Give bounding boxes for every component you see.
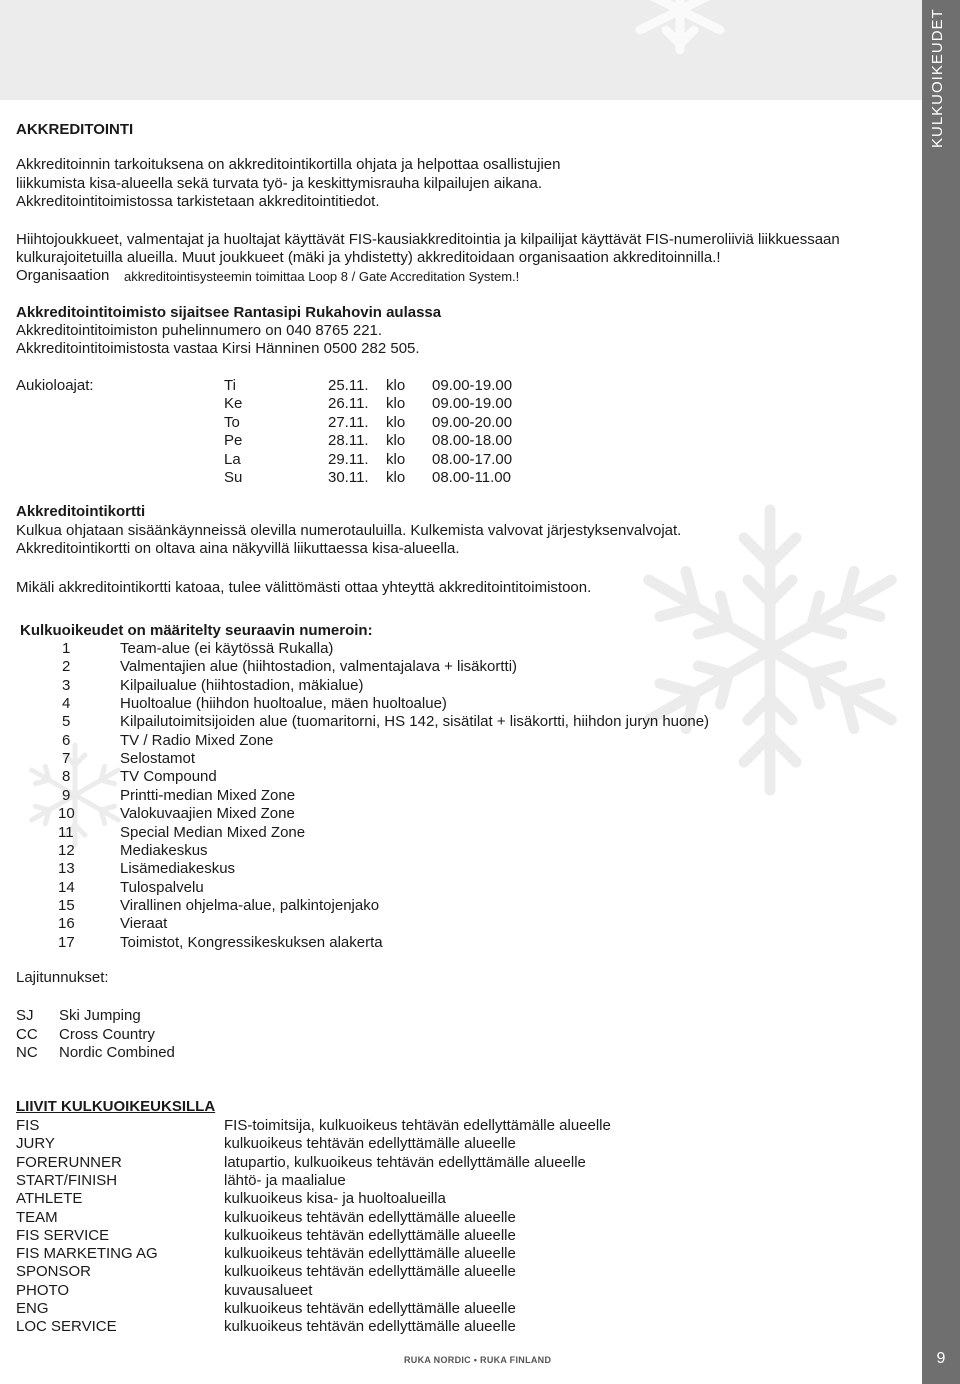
office-title: Akkreditointitoimisto sijaitsee Rantasipi Rukahovin aulassa	[16, 304, 442, 321]
pass-code: START/FINISH	[16, 1171, 118, 1189]
page-number: 9	[936, 1350, 946, 1367]
snowflake-large-icon	[620, 500, 920, 800]
sidebar-band	[922, 0, 960, 1384]
zone-number: 8	[62, 768, 71, 786]
snowflake-small-icon	[20, 740, 130, 850]
zone-description: Valmentajien alue (hiihtostadion, valmentajalava + lisäkortti)	[120, 658, 518, 676]
sport-name: Cross Country	[59, 1025, 155, 1043]
hours-klo: klo	[386, 395, 406, 413]
zone-description: Special Median Mixed Zone	[120, 823, 306, 841]
zone-number: 12	[58, 841, 75, 859]
hours-date: 28.11.	[328, 432, 369, 450]
hours-klo: klo	[386, 413, 406, 431]
hours-label: Aukioloajat:	[16, 377, 94, 394]
hours-klo: klo	[386, 432, 406, 450]
hours-time: 09.00-19.00	[432, 377, 513, 394]
zone-number: 6	[62, 731, 71, 749]
hours-date: 27.11.	[328, 413, 369, 431]
hours-time: 08.00-18.00	[432, 432, 513, 450]
pass-description: FIS-toimitsija, kulkuoikeus tehtävän edellyttämälle alueelle	[224, 1117, 611, 1134]
teams-line: kulkurajoitetuilla alueilla. Muut joukkueet (mäki ja yhdistetty) akkreditoidaan organisaation akkreditoinnilla.!	[16, 249, 721, 266]
office-contact: Akkreditointitoimistosta vastaa Kirsi Hänninen 0500 282 505.	[16, 340, 420, 357]
zone-number: 4	[62, 695, 71, 713]
hours-time: 08.00-17.00	[432, 450, 513, 468]
pass-code: FIS	[16, 1117, 40, 1134]
pass-code: LOC SERVICE	[16, 1318, 117, 1336]
pass-code: JURY	[16, 1135, 55, 1153]
zone-description: TV Compound	[120, 768, 217, 786]
teams-line: Hiihtojoukkueet, valmentajat ja huoltajat käyttävät FIS-kausiakkreditointia ja kilpailijat käyttävät FIS-numeroliiviä liikkuessaan	[16, 231, 840, 248]
hours-date: 30.11.	[328, 469, 369, 486]
zone-description: Huoltoalue (hiihdon huoltoalue, mäen huoltoalue)	[120, 695, 447, 713]
pass-code: SPONSOR	[16, 1263, 92, 1281]
zone-number: 5	[62, 713, 71, 731]
pass-description: kulkuoikeus tehtävän edellyttämälle alueelle	[224, 1263, 516, 1281]
pass-description: kulkuoikeus tehtävän edellyttämälle alueelle	[224, 1318, 516, 1336]
hours-date: 25.11.	[328, 377, 369, 394]
sports-label: Lajitunnukset:	[16, 969, 109, 986]
hours-time: 09.00-19.00	[432, 395, 513, 413]
hours-date: 29.11.	[328, 450, 369, 468]
zone-description: Valokuvaajien Mixed Zone	[120, 805, 295, 823]
hours-klo: klo	[386, 377, 406, 394]
pass-description: latupartio, kulkuoikeus tehtävän edellyttämälle alueelle	[224, 1153, 586, 1171]
zone-description: Tulospalvelu	[120, 878, 204, 896]
pass-description: kulkuoikeus tehtävän edellyttämälle alueelle	[224, 1226, 516, 1244]
org-line-prefix: Organisaation	[16, 267, 110, 284]
hours-day: La	[224, 450, 241, 468]
zone-description: Printti-median Mixed Zone	[120, 786, 296, 804]
pass-description: kulkuoikeus tehtävän edellyttämälle alueelle	[224, 1245, 516, 1263]
zone-number: 17	[58, 933, 75, 951]
pass-description: kulkuoikeus tehtävän edellyttämälle alueelle	[224, 1300, 516, 1317]
office-phone: Akkreditointitoimiston puhelinnumero on 040 8765 221.	[16, 322, 383, 339]
zone-number: 2	[62, 658, 71, 676]
footer-brand: RUKA NORDIC • RUKA FINLAND	[404, 1355, 552, 1365]
zone-number: 16	[58, 915, 75, 933]
sport-code: SJ	[16, 1007, 34, 1024]
hours-klo: klo	[386, 469, 406, 486]
hours-day: Ke	[224, 395, 243, 413]
pass-code: ENG	[16, 1300, 49, 1317]
zone-number: 11	[58, 823, 74, 841]
hours-day: To	[224, 413, 240, 431]
zone-description: Vieraat	[120, 915, 168, 933]
sidebar-label: KULKUOIKEUDET	[929, 8, 946, 148]
pass-code: TEAM	[16, 1208, 58, 1226]
pass-code: PHOTO	[16, 1281, 70, 1299]
zone-description: Lisämediakeskus	[120, 860, 236, 878]
pass-description: kuvausalueet	[224, 1281, 313, 1299]
hours-time: 08.00-11.00	[432, 469, 511, 486]
pass-description: kulkuoikeus tehtävän edellyttämälle alueelle	[224, 1208, 516, 1226]
hours-day: Ti	[224, 377, 236, 394]
hours-klo: klo	[386, 450, 406, 468]
zone-description: TV / Radio Mixed Zone	[120, 731, 274, 749]
snowflake-top-icon	[600, 0, 760, 60]
zone-number: 14	[58, 878, 75, 896]
card-lost-notice: Mikäli akkreditointikortti katoaa, tulee välittömästi ottaa yhteyttä akkreditointitoimistoon.	[16, 579, 592, 596]
pass-code: FORERUNNER	[16, 1153, 122, 1171]
pass-description: lähtö- ja maalialue	[224, 1171, 346, 1189]
org-line-rest: akkreditointisysteemin toimittaa Loop 8 / Gate Accreditation System.!	[124, 269, 520, 284]
zone-number: 10	[58, 805, 75, 823]
header-band	[0, 0, 922, 100]
zone-description: Team-alue (ei käytössä Rukalla)	[120, 640, 334, 657]
hours-time: 09.00-20.00	[432, 413, 513, 431]
card-line: Akkreditointikortti on oltava aina näkyvillä liikuttaessa kisa-alueella.	[16, 540, 460, 557]
pass-code: FIS SERVICE	[16, 1226, 110, 1244]
zone-description: Selostamot	[120, 750, 196, 768]
hours-date: 26.11.	[328, 395, 369, 413]
sport-code: CC	[16, 1025, 38, 1043]
zone-number: 3	[62, 676, 71, 694]
zone-number: 9	[62, 786, 71, 804]
zone-description: Virallinen ohjelma-alue, palkintojenjako	[120, 896, 380, 914]
card-title: Akkreditointikortti	[16, 503, 146, 520]
sport-name: Ski Jumping	[59, 1007, 141, 1024]
card-line: Kulkua ohjataan sisäänkäynneissä olevilla numerotauluilla. Kulkemista valvovat järjestyksenvalvojat.	[16, 522, 682, 539]
intro-line: Akkreditoinnin tarkoituksena on akkreditointikortilla ohjata ja helpottaa osallistujien	[16, 156, 561, 173]
zones-title: Kulkuoikeudet on määritelty seuraavin numeroin:	[20, 622, 373, 639]
zone-description: Kilpailutoimitsijoiden alue (tuomaritorni, HS 142, sisätilat + lisäkortti, hiihdon juryn huone)	[120, 713, 710, 731]
zone-description: Mediakeskus	[120, 841, 208, 859]
zone-number: 7	[62, 750, 71, 768]
zone-description: Kilpailualue (hiihtostadion, mäkialue)	[120, 676, 364, 694]
intro-line: liikkumista kisa-alueella sekä turvata työ- ja keskittymisrauha kilpailujen aikana.	[16, 175, 543, 192]
pass-code: FIS MARKETING AG	[16, 1245, 158, 1263]
zone-number: 1	[62, 640, 71, 657]
pass-description: kulkuoikeus kisa- ja huoltoalueilla	[224, 1190, 446, 1208]
pass-description: kulkuoikeus tehtävän edellyttämälle alueelle	[224, 1135, 516, 1153]
pass-code: ATHLETE	[16, 1190, 83, 1208]
passes-title: LIIVIT KULKUOIKEUKSILLA	[16, 1098, 216, 1115]
sport-name: Nordic Combined	[59, 1044, 175, 1061]
zone-number: 13	[58, 860, 75, 878]
page-heading: AKKREDITOINTI	[16, 121, 134, 138]
hours-day: Pe	[224, 432, 243, 450]
zone-number: 15	[58, 896, 75, 914]
sport-code: NC	[16, 1044, 38, 1061]
intro-line: Akkreditointitoimistossa tarkistetaan akkreditointitiedot.	[16, 193, 380, 210]
zone-description: Toimistot, Kongressikeskuksen alakerta	[120, 933, 383, 951]
hours-day: Su	[224, 469, 243, 486]
